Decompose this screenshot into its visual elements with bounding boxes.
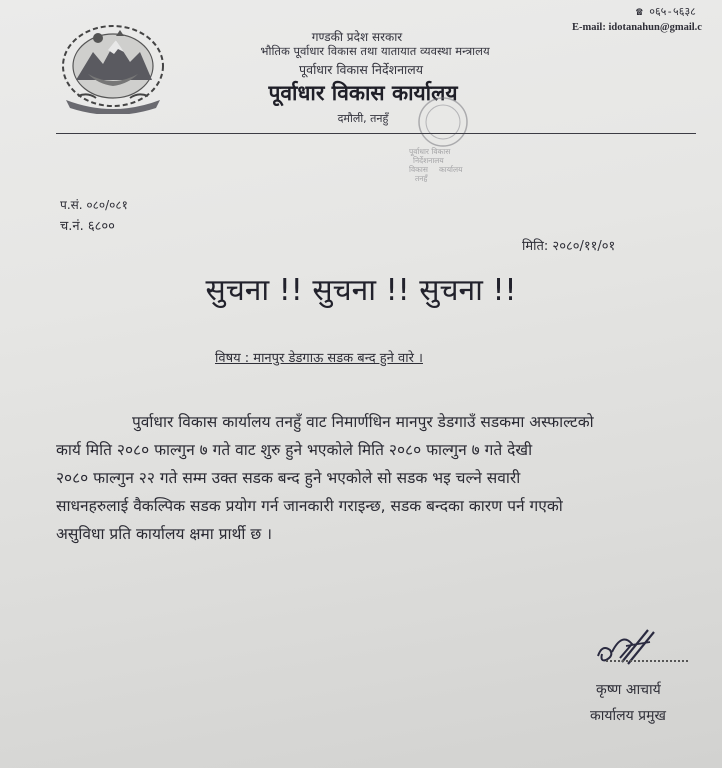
body-line-1: पुर्वाधार विकास कार्यालय तनहुँ वाट निमार्णधिन मानपुर डेडगाउँ सडकमा अस्फाल्टको (132, 413, 594, 431)
signatory-title: कार्यालय प्रमुख (590, 708, 666, 724)
stamp-line-5: तनहुँ (415, 174, 428, 182)
notice-date: मिति: २०८०/११/०१ (522, 239, 616, 254)
notice-subject-text: विषय : मानपुर डेडगाऊ सडक बन्द हुने वारे । (215, 351, 423, 366)
stamp-line-2: निर्देशनालय (413, 156, 444, 165)
signatory-name: कृष्ण आचार्य (596, 682, 661, 698)
office-title: पूर्वाधार विकास कार्यालय (268, 81, 458, 105)
notice-subject (215, 348, 423, 366)
body-line-4: साधनहरुलाई वैकल्पिक सडक प्रयोग गर्न जानकारी गराइन्छ, सडक बन्दका कारण पर्न गएको (56, 497, 563, 515)
handwritten-signature (592, 622, 662, 670)
government-name: गण्डकी प्रदेश सरकार (311, 30, 403, 44)
dispatch-number: च.नं. ६८०० (60, 219, 115, 234)
office-email: E-mail: idotanahun@gmail.c (572, 22, 702, 33)
body-line-5: असुविधा प्रति कार्यालय क्षमा प्रार्थी छ । (56, 525, 273, 543)
stamp-line-4: कार्यालय (439, 165, 463, 174)
header-divider (56, 133, 696, 134)
body-line-2: कार्य मिति २०८० फाल्गुन ७ गते वाट शुरु हुने भएकोले मिति २०८० फाल्गुन ७ गते देखी (56, 441, 533, 459)
office-phone: ☎ ०६५-५६३८ (636, 5, 696, 18)
stamp-line-1: पूर्वाधार विकास (409, 147, 451, 156)
stamp-line-3: विकास (409, 165, 428, 174)
body-line-3: २०८० फाल्गुन २२ गते सम्म उक्त सडक बन्द हुने भएकोले सो सडक भइ चल्ने सवारी (56, 469, 521, 487)
fiscal-year-ref: प.सं. ०८०/०८१ (60, 198, 128, 212)
signature-line (606, 660, 688, 662)
office-location: दमौली, तनहुँ (337, 112, 389, 125)
directorate-name: पूर्वाधार विकास निर्देशनालय (299, 62, 423, 77)
notice-heading: सुचना !! सुचना !! सुचना !! (205, 273, 517, 308)
ministry-name: भौतिक पूर्वाधार विकास तथा यातायात व्यवस्था मन्त्रालय (260, 44, 490, 58)
office-stamp (405, 92, 485, 182)
